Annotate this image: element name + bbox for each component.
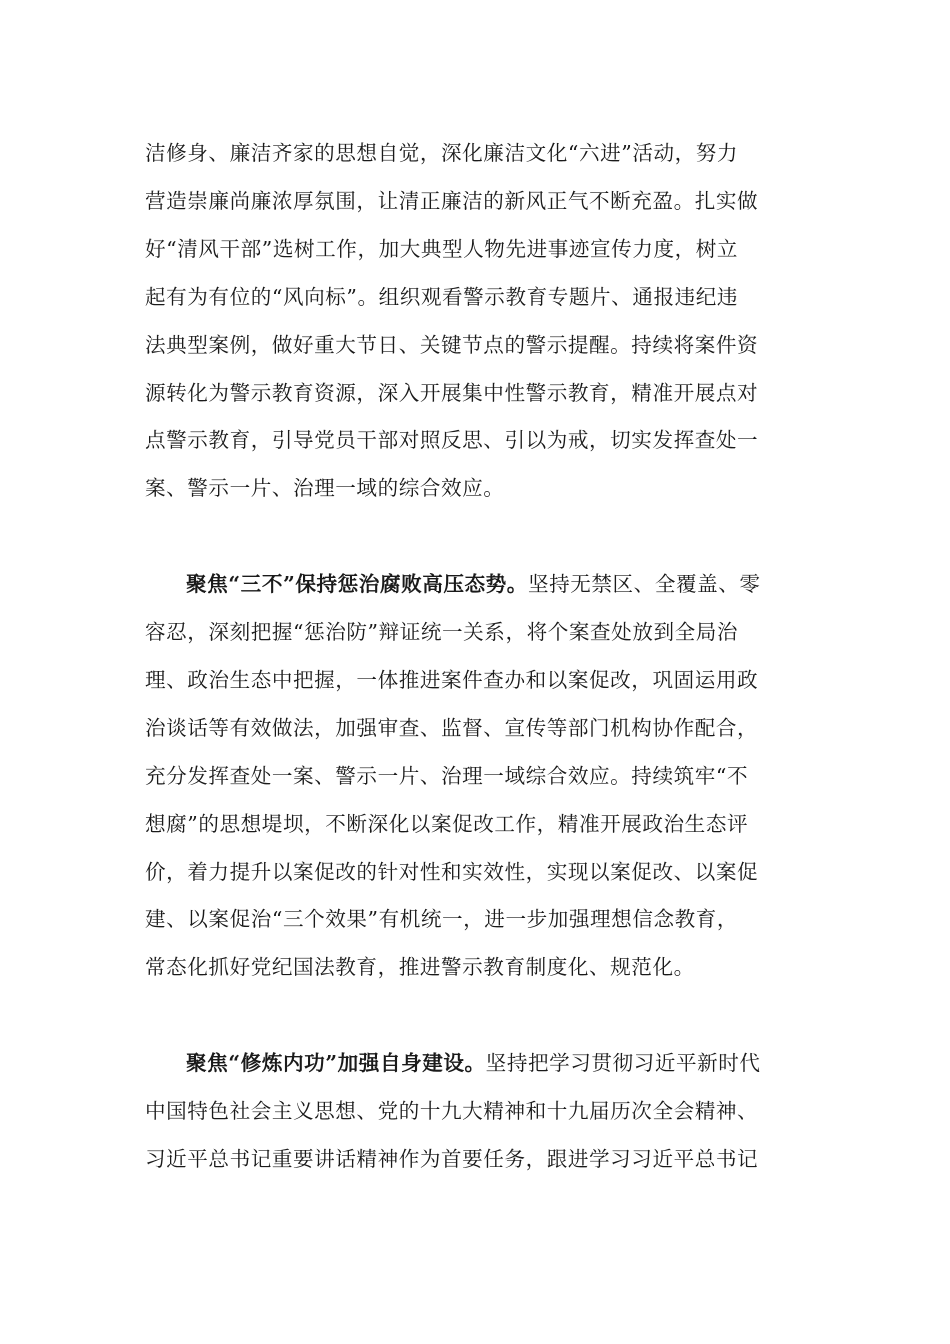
text-line: 容忍，深刻把握“惩治防”辩证统一关系，将个案查处放到全局治 [145, 620, 739, 645]
text-line [145, 561, 807, 609]
text-line: 法典型案例，做好重大节日、关键节点的警示提醒。持续将案件资 [145, 332, 759, 357]
text-line: 起有为有位的“风向标”。组织观看警示教育专题片、通报违纪违 [145, 284, 739, 309]
paragraph-self-building [145, 1040, 807, 1184]
paragraph-clean-culture [145, 130, 807, 513]
text-line: 习近平总书记重要讲话精神作为首要任务，跟进学习习近平总书记 [145, 1147, 759, 1171]
text-line: 想腐”的思想堤坝，不断深化以案促改工作，精准开展政治生态评 [145, 811, 749, 836]
document-page [145, 130, 807, 1184]
text-line: 治谈话等有效做法，加强审查、监督、宣传等部门机构协作配合， [145, 715, 759, 740]
text-line: 营造崇廉尚廉浓厚氛围，让清正廉洁的新风正气不断充盈。扎实做 [145, 188, 759, 213]
text-line: 源转化为警示教育资源，深入开展集中性警示教育，精准开展点对 [145, 380, 759, 405]
paragraph-heading: 聚焦“修炼内功”加强自身建设。 [186, 1051, 486, 1076]
text-line: 点警示教育，引导党员干部对照反思、引以为戒，切实发挥查处一 [145, 428, 759, 453]
text-line: 中国特色社会主义思想、党的十九大精神和十九届历次全会精神、 [145, 1099, 759, 1124]
text-line: 建、以案促治“三个效果”有机统一，进一步加强理想信念教育， [145, 907, 739, 932]
text-line: 案、警示一片、治理一域的综合效应。 [145, 476, 505, 501]
paragraph-heading: 聚焦“三不”保持惩治腐败高压态势。 [186, 572, 528, 597]
paragraph-three-nots [145, 561, 807, 992]
text-line: 充分发挥查处一案、警示一片、治理一域综合效应。持续筑牢“不 [145, 763, 749, 788]
text-run: 坚持无禁区、全覆盖、零 [527, 572, 761, 597]
text-line [145, 1040, 807, 1088]
text-line: 洁修身、廉洁齐家的思想自觉，深化廉洁文化“六进”活动，努力 [145, 141, 739, 165]
text-line: 价，着力提升以案促改的针对性和实效性，实现以案促改、以案促 [145, 859, 759, 884]
text-run: 坚持把学习贯彻习近平新时代 [485, 1051, 761, 1076]
text-line: 好“清风干部”选树工作，加大典型人物先进事迹宣传力度，树立 [145, 236, 739, 261]
text-line: 理、政治生态中把握，一体推进案件查办和以案促改，巩固运用政 [145, 667, 759, 692]
text-line: 常态化抓好党纪国法教育，推进警示教育制度化、规范化。 [145, 955, 695, 980]
